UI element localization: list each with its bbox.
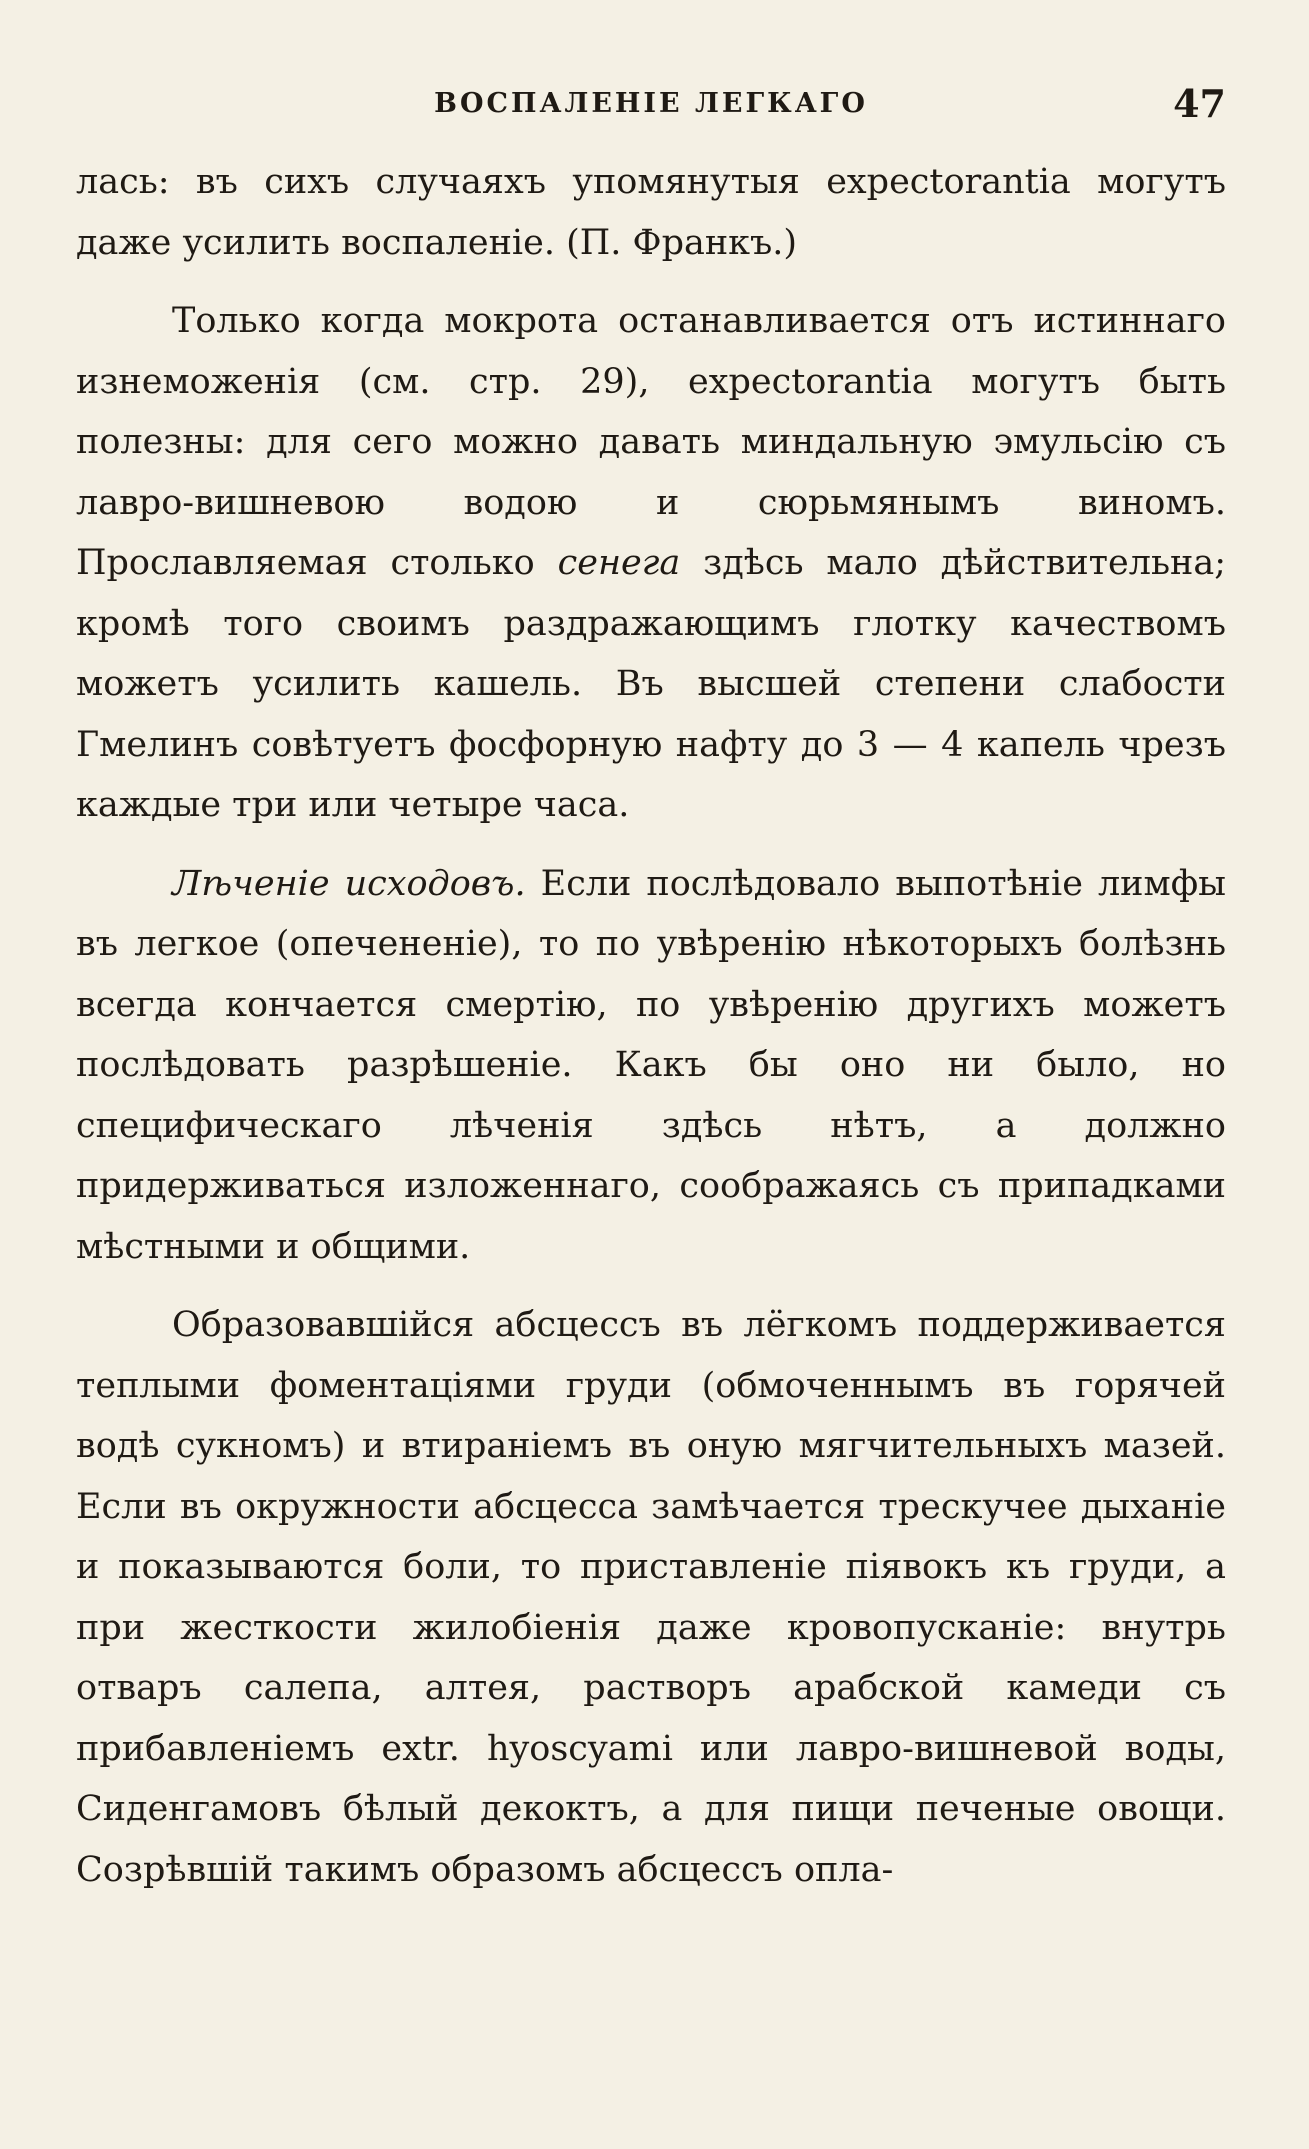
- paragraph-4: [76, 1295, 1226, 1900]
- page-header: [76, 81, 1226, 126]
- paragraph-text: лась: въ сихъ случаяхъ упомянутыя expectorantia могутъ даже усилить воспаленіе. (П. Франкъ.): [76, 162, 1226, 263]
- section-heading-inline: Лѣченіе исходовъ.: [172, 863, 526, 904]
- paragraph-1: [76, 152, 1226, 273]
- paragraph-text-continued: здѣсь мало дѣйствительна; кромѣ того своимъ раздражающимъ глотку качествомъ можетъ усилить кашель. Въ высшей степени слабости Гмелинъ совѣтуетъ фосфорную нафту до 3 — 4 капель чрезъ каждые три или четыре часа.: [76, 543, 1226, 825]
- paragraph-text-continued: Если послѣдовало выпотѣніе лимфы въ легкое (опечененіе), то по увѣренію нѣкоторыхъ болѣзнь всегда кончается смертію, по увѣренію другихъ можетъ послѣдовать разрѣшеніе. Какъ бы оно ни было, но специфическаго лѣченія здѣсь нѣтъ, а должно придерживаться изложеннаго, соображаясь съ припадками мѣстными и общими.: [76, 863, 1226, 1267]
- paragraph-text: Образовавшійся абсцессъ въ лёгкомъ поддерживается теплыми фоментаціями груди (обмоченнымъ въ горячей водѣ сукномъ) и втираніемъ въ оную мягчительныхъ мазей. Если въ окружности абсцесса замѣчается трескучее дыханіе и показываются боли, то приставленіе піявокъ къ груди, а при жесткости жилобіенія даже кровопусканіе: внутрь отваръ салепа, алтея, растворъ арабской камеди съ прибавленіемъ extr. hyoscyami или лавро-вишневой воды, Сиденгамовъ бѣлый декоктъ, а для пищи печеные овощи. Созрѣвшій такимъ образомъ абсцессъ опла-: [76, 1305, 1226, 1890]
- paragraph-text: Только когда мокрота останавливается отъ истиннаго изнеможенія (см. стр. 29), expectorantia могутъ быть полезны: для сего можно давать миндальную эмульсію съ лавро-вишневою водою и сюрьмянымъ виномъ. Прославляемая столько: [76, 301, 1226, 583]
- page-number: 47: [1173, 81, 1226, 126]
- paragraph-3: [76, 854, 1226, 1278]
- paragraph-2: [76, 291, 1226, 836]
- page-body: [76, 152, 1226, 1900]
- italic-term: сенега: [557, 543, 681, 583]
- running-title: ВОСПАЛЕНІЕ ЛЕГКАГО: [434, 88, 868, 119]
